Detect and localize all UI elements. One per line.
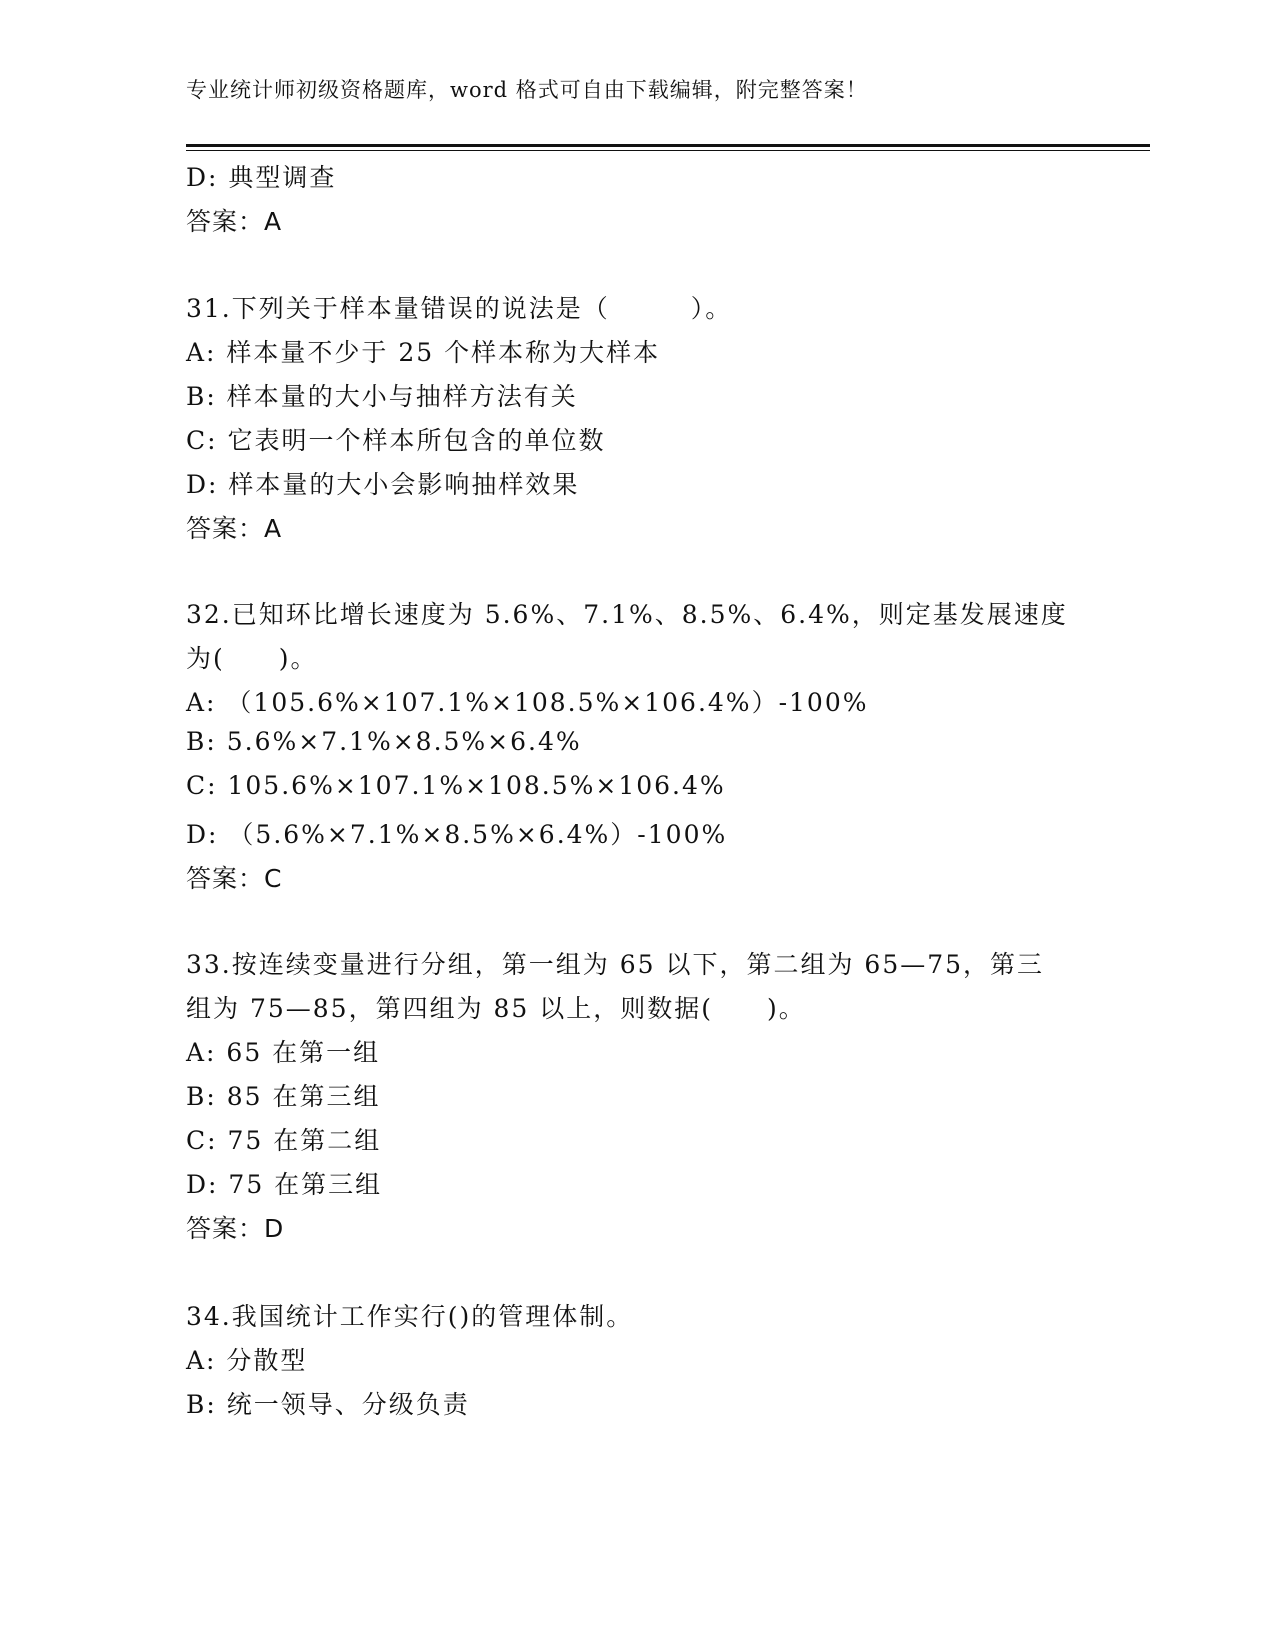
question-stem: 31.下列关于样本量错误的说法是（ ）。 xyxy=(186,294,733,323)
option-b: B: 样本量的大小与抽样方法有关 xyxy=(186,382,578,411)
header-rule-thin xyxy=(186,150,1150,151)
question-stem-continued: 为( )。 xyxy=(186,644,318,673)
page-header: 专业统计师初级资格题库，word 格式可自由下载编辑，附完整答案！ xyxy=(186,78,868,102)
option-a: A: 65 在第一组 xyxy=(186,1038,381,1067)
option-a: A: 分散型 xyxy=(186,1346,308,1375)
answer-label: 答案：C xyxy=(186,864,283,893)
option-d: D: 样本量的大小会影响抽样效果 xyxy=(186,470,580,499)
answer-label: 答案：D xyxy=(186,1214,285,1243)
option-c: C: 75 在第二组 xyxy=(186,1126,382,1155)
option-b: B: 85 在第三组 xyxy=(186,1082,381,1111)
option-b: B: 5.6%×7.1%×8.5%×6.4% xyxy=(186,727,582,756)
answer-label: 答案：A xyxy=(186,207,283,236)
option-a: A: （105.6%×107.1%×108.5%×106.4%）-100% xyxy=(186,688,869,717)
question-stem-continued: 组为 75—85，第四组为 85 以上，则数据( )。 xyxy=(186,994,806,1023)
option-d: D: 75 在第三组 xyxy=(186,1170,383,1199)
option-b: B: 统一领导、分级负责 xyxy=(186,1390,470,1419)
option-c: C: 105.6%×107.1%×108.5%×106.4% xyxy=(186,771,726,800)
question-stem: 34.我国统计工作实行()的管理体制。 xyxy=(186,1302,634,1331)
answer-label: 答案：A xyxy=(186,514,283,543)
question-stem: 33.按连续变量进行分组，第一组为 65 以下，第二组为 65—75，第三 xyxy=(186,950,1045,979)
header-rule-thick xyxy=(186,144,1150,147)
option-c: C: 它表明一个样本所包含的单位数 xyxy=(186,426,606,455)
question-stem: 32.已知环比增长速度为 5.6%、7.1%、8.5%、6.4%，则定基发展速度 xyxy=(186,600,1068,629)
option-a: A: 样本量不少于 25 个样本称为大样本 xyxy=(186,338,661,367)
option-d: D: 典型调查 xyxy=(186,163,337,192)
option-d: D: （5.6%×7.1%×8.5%×6.4%）-100% xyxy=(186,820,728,849)
